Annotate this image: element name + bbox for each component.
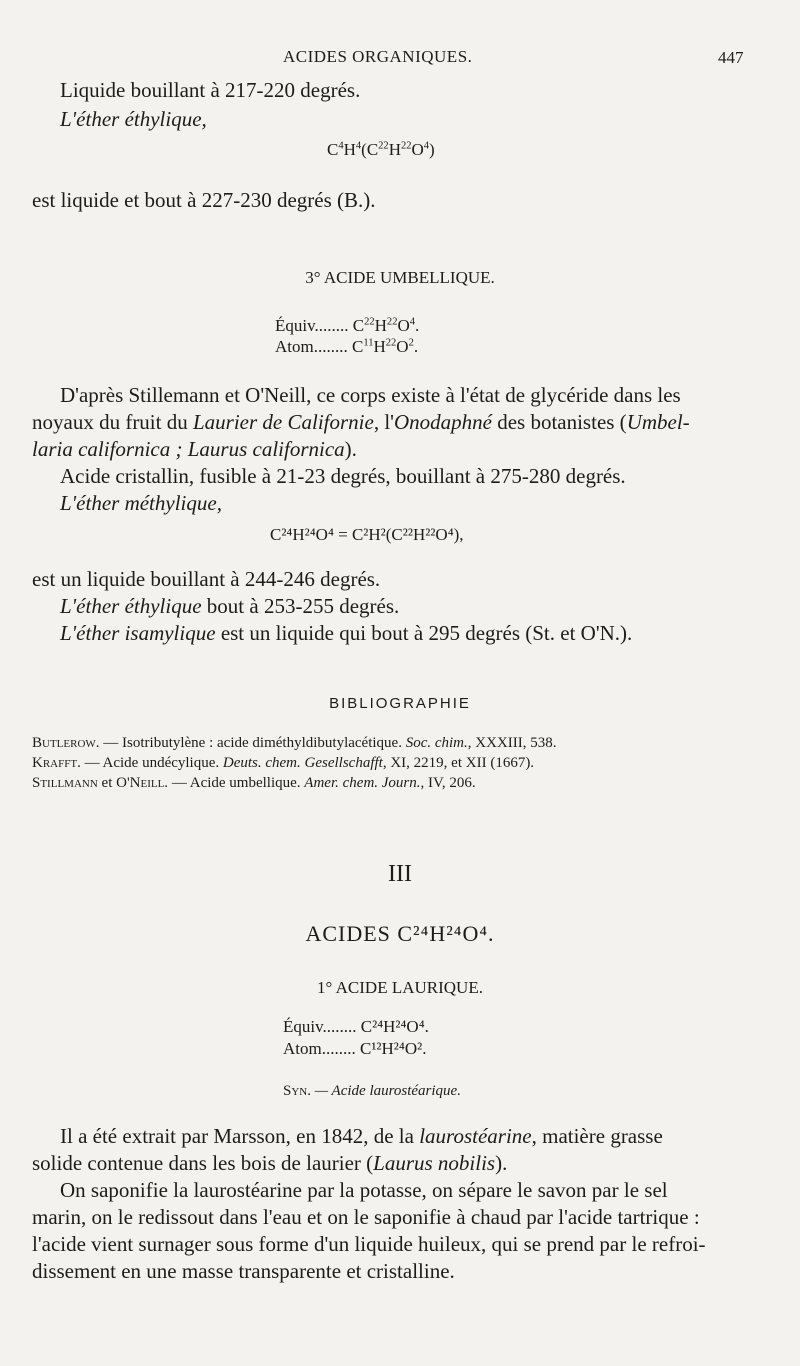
ether-label: L'éther éthylique, [60, 107, 207, 131]
synonym-line: Syn. — Acide laurostéarique. [283, 1083, 461, 1099]
formula: C²⁴H²⁴O⁴ = C²H²(C²²H²²O⁴), [270, 525, 464, 544]
atom-row: Atom........ C¹²H²⁴O². [283, 1039, 427, 1058]
text-line: Il a été extrait par Marsson, en 1842, de la laurostéarine, matière grasse [60, 1124, 663, 1148]
section-heading: 1° ACIDE LAURIQUE. [317, 978, 483, 997]
reference: Butlerow. — Isotributylène : acide diméthyldibutylacétique. Soc. chim., XXXIII, 538. [32, 735, 557, 751]
bibliography-heading: BIBLIOGRAPHIE [329, 695, 471, 712]
text-line: est liquide et bout à 227-230 degrés (B.). [32, 188, 376, 212]
equiv-row: Équiv........ C²⁴H²⁴O⁴. [283, 1017, 429, 1036]
equiv-row: Équiv........ $C^{22}H^{22}O^4$. [275, 316, 420, 335]
atom-row: Atom........ $C^{11}H^{22}O^2$. [275, 337, 419, 356]
text-line: L'éther isamylique est un liquide qui bout à 295 degrés (St. et O'N.). [60, 621, 633, 645]
reference: Krafft. — Acide undécylique. Deuts. chem. Gesellschafft, XI, 2219, et XII (1667). [32, 755, 535, 771]
text-line: l'acide vient surnager sous forme d'un liquide huileux, qui se prend par le refroi- [32, 1232, 706, 1256]
text-line: noyaux du fruit du Laurier de Californie, l'Onodaphné des botanistes (Umbel- [32, 410, 690, 434]
text-line: solide contenue dans les bois de laurier (Laurus nobilis). [32, 1151, 508, 1175]
ether-label: L'éther méthylique, [60, 491, 222, 515]
text-line: D'après Stillemann et O'Neill, ce corps existe à l'état de glycéride dans les [60, 383, 681, 407]
chapter-title: ACIDES C²⁴H²⁴O⁴. [305, 921, 495, 946]
text-line: dissement en une masse transparente et cristalline. [32, 1259, 455, 1283]
chapter-number: III [388, 861, 412, 887]
text-line: Liquide bouillant à 217-220 degrés. [60, 78, 361, 102]
reference: Stillmann et O'Neill. — Acide umbellique. Amer. chem. Journ., IV, 206. [32, 775, 476, 791]
text-line: On saponifie la laurostéarine par la potasse, on sépare le savon par le sel [60, 1178, 668, 1202]
section-heading: 3° ACIDE UMBELLIQUE. [305, 268, 495, 287]
text-line: L'éther éthylique bout à 253-255 degrés. [60, 594, 400, 618]
formula: $C^4H^4(C^{22}H^{22}O^4)$ [327, 140, 435, 159]
running-title: ACIDES ORGANIQUES. [283, 47, 473, 66]
text-line: laria californica ; Laurus californica). [32, 437, 357, 461]
text-line: Acide cristallin, fusible à 21-23 degrés, bouillant à 275-280 degrés. [60, 464, 626, 488]
text-line: marin, on le redissout dans l'eau et on le saponifie à chaud par l'acide tartrique : [32, 1205, 700, 1229]
page-number: 447 [718, 48, 744, 67]
text-line: est un liquide bouillant à 244-246 degrés. [32, 567, 381, 591]
